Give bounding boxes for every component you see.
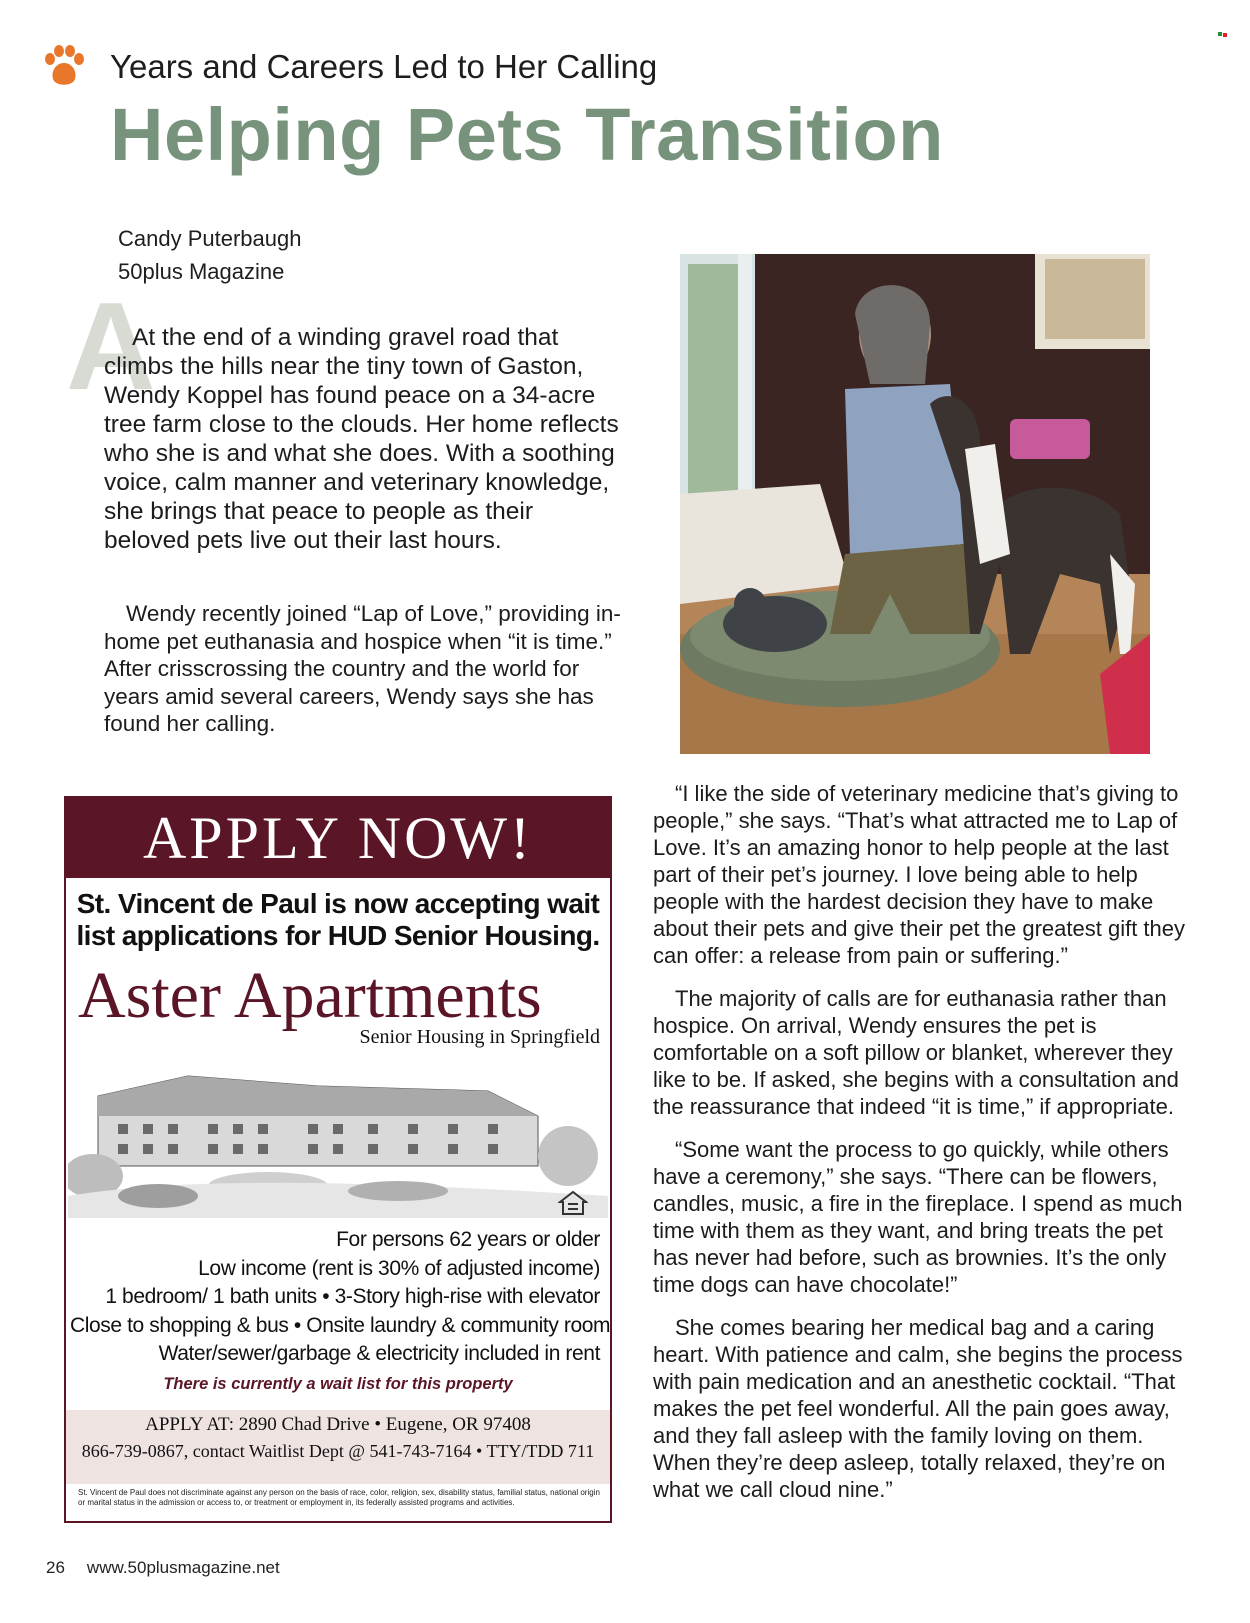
- article-kicker: Years and Careers Led to Her Calling: [110, 48, 658, 85]
- article-photo: [680, 254, 1150, 754]
- article-right-column: [653, 780, 1200, 1519]
- ad-phone-numbers: 866-739-0867, contact Waitlist Dept @ 541-743-7164 • TTY/TDD 711: [81, 1441, 595, 1461]
- paragraph: She comes bearing her medical bag and a caring heart. With patience and calm, she begins the process with pain medication and an anesthetic cocktail. “That makes the pet feel wonderful. All the pain goes away, and they fall asleep with the family loving on them. When they’re deep asleep, totally relaxed, they’re on what we call cloud nine.”: [653, 1315, 1183, 1502]
- article-left-column: [104, 600, 629, 738]
- paragraph: The majority of calls are for euthanasia rather than hospice. On arrival, Wendy ensures the pet is comfortable on a soft pillow or blanket, wherever they like to be. If asked, she begins with a consultation and the reassurance that indeed “it is time,” if appropriate.: [653, 986, 1179, 1119]
- paragraph: At the end of a winding gravel road that climbs the hills near the tiny town of Gaston, Wendy Koppel has found peace on a 34-acre tree farm close to the clouds. Her home reflects who she is and what she does. With a soothing voice, calm manner and veterinary knowledge, she brings that peace to people as their beloved pets live out their last hours.: [104, 324, 619, 554]
- ad-lead-text: [74, 888, 602, 952]
- ad-details: [70, 1226, 611, 1369]
- ad-apply-address: APPLY AT: 2890 Chad Drive • Eugene, OR 97408: [145, 1414, 531, 1435]
- page-number: 26: [46, 1558, 65, 1577]
- publication-name: 50plus Magazine: [118, 259, 285, 284]
- equal-housing-icon: [558, 1190, 588, 1216]
- apartment-building-illustration: [68, 1056, 608, 1218]
- drop-cap: A: [66, 278, 156, 416]
- ad-lead-line: list applications for HUD Senior Housing.: [76, 920, 600, 951]
- ad-detail-line: For persons 62 years or older: [336, 1228, 600, 1251]
- ad-detail-line: Close to shopping & bus • Onsite laundry & community room: [70, 1313, 611, 1337]
- ad-waitlist-note: There is currently a wait list for this property: [163, 1375, 513, 1393]
- ad-disclaimer: St. Vincent de Paul does not discriminate against any person on the basis of race, color, religion, sex, disability status, familial status, national origin or marital status in the admission or access to, or treatment or employment in, its federally assisted programs and activities.: [78, 1488, 600, 1507]
- ad-detail-line: Water/sewer/garbage & electricity included in rent: [158, 1342, 600, 1365]
- paragraph: Wendy recently joined “Lap of Love,” providing in-home pet euthanasia and hospice when “it is time.” After crisscrossing the country and the world for years amid several careers, Wendy says she has found her calling.: [104, 601, 621, 736]
- website-url[interactable]: www.50plusmagazine.net: [86, 1558, 280, 1577]
- ad-property-name: Aster Apartments: [78, 959, 542, 1032]
- ad-banner-text: APPLY NOW!: [142, 805, 534, 871]
- article-lead-paragraph: [104, 323, 624, 555]
- ad-property-subtitle: Senior Housing in Springfield: [359, 1026, 600, 1048]
- ad-lead-line: St. Vincent de Paul is now accepting wait: [76, 888, 600, 919]
- ad-detail-line: Low income (rent is 30% of adjusted income): [198, 1256, 600, 1280]
- author-name: Candy Puterbaugh: [118, 226, 302, 251]
- page-footer: [46, 1558, 302, 1578]
- paragraph: “Some want the process to go quickly, while others have a ceremony,” she says. “There can be flowers, candles, music, a fire in the fireplace. I spend as much time with them as they want, and bring treats the pet has never had before, such as brownies. It’s the only time dogs can have chocolate!”: [653, 1137, 1183, 1297]
- housing-advertisement: [64, 796, 612, 1523]
- paragraph: “I like the side of veterinary medicine that’s giving to people,” she says. “That’s what attracted me to Lap of Love. It’s an amazing honor to help people at the last part of their pet’s journey. I love being able to help people with the hardest decision they have to make about their pets and give their pet the greatest gift they can offer: a release from pain or suffering.”: [653, 781, 1186, 968]
- paw-print-icon: [42, 45, 86, 87]
- ad-detail-line: 1 bedroom/ 1 bath units • 3-Story high-rise with elevator: [105, 1285, 600, 1308]
- article-headline: Helping Pets Transition: [110, 93, 944, 176]
- corner-mark-icon: [1218, 32, 1228, 40]
